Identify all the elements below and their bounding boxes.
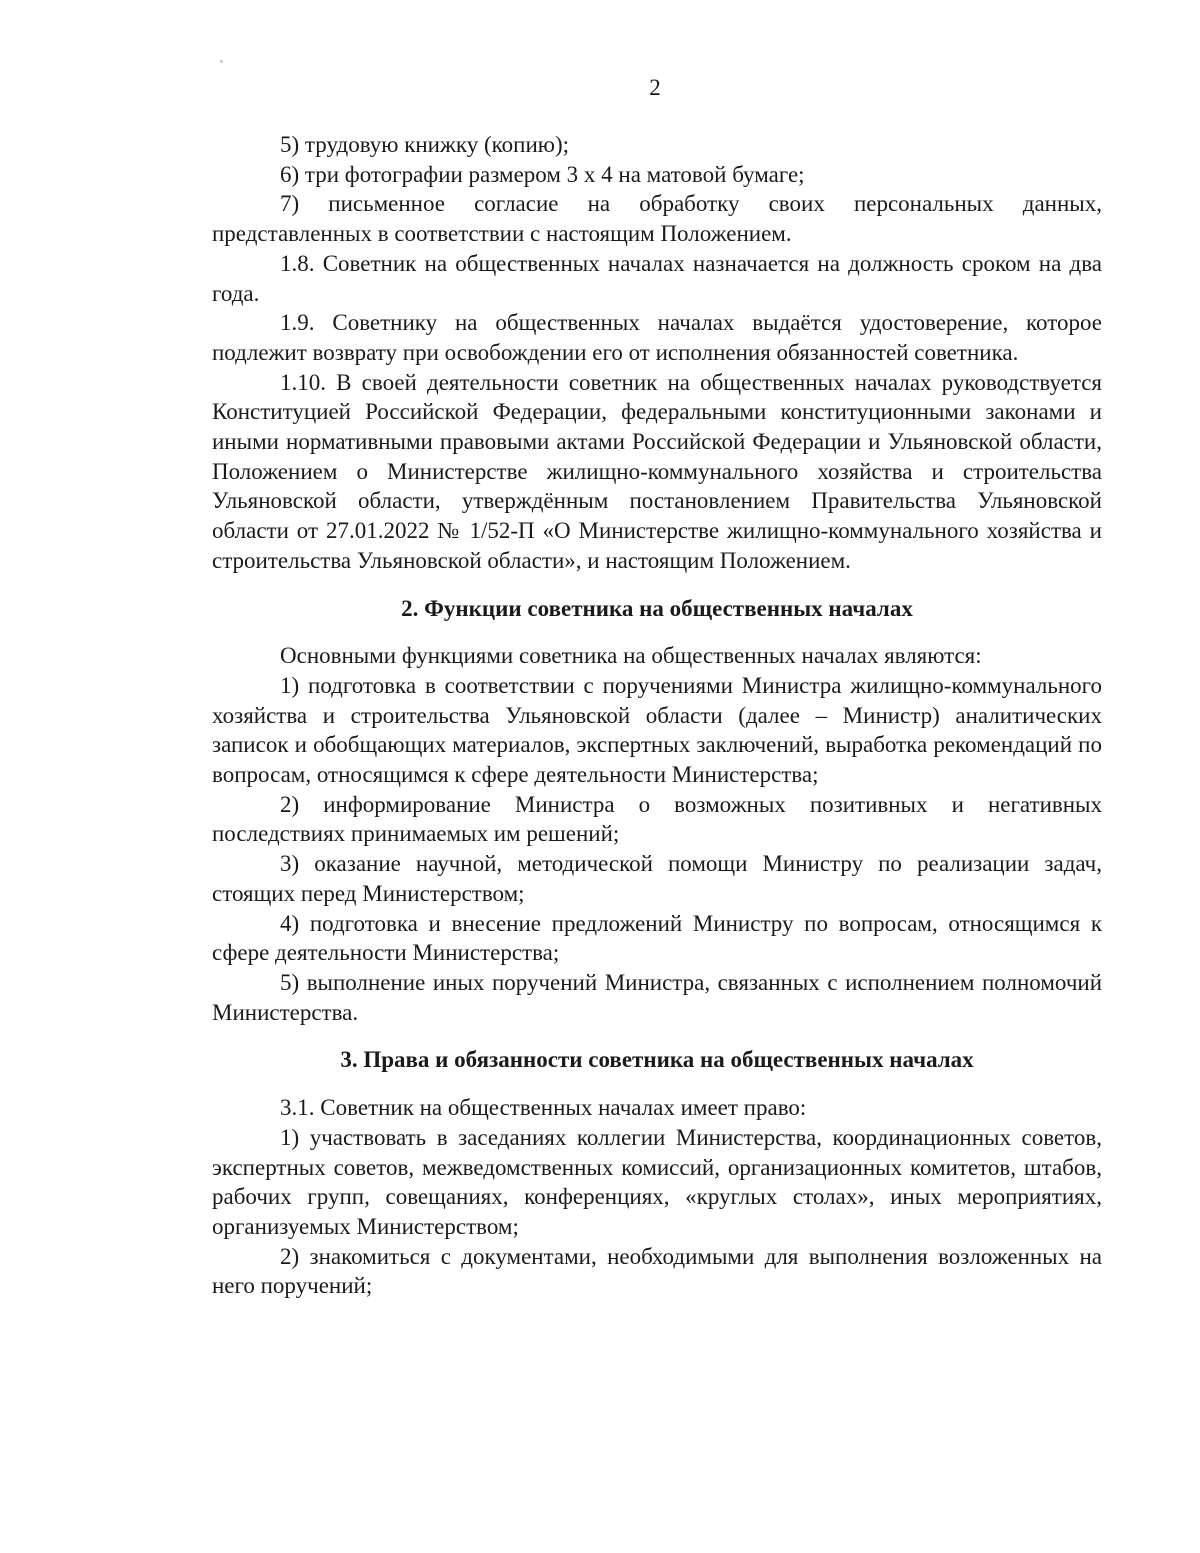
paragraph: 4) подготовка и внесение предложений Министру по вопросам, относящимся к сфере деятельности Министерства;	[212, 910, 1102, 966]
page-number: 2	[649, 75, 661, 100]
paragraph: 7) письменное согласие на обработку своих персональных данных, представленных в соответствии с настоящим Положением.	[212, 191, 1102, 247]
paragraph: 2) знакомиться с документами, необходимыми для выполнения возложенных на него поручений;	[212, 1243, 1102, 1299]
paragraph: Основными функциями советника на общественных началах являются:	[280, 643, 982, 669]
paragraph: 1) подготовка в соответствии с поручениями Министра жилищно-коммунального хозяйства и строительства Ульяновской области (далее – Министр) аналитических записок и обобщающих материалов, экспертных заключений, выработка рекомендаций по вопросам, относящимся к сфере деятельности Министерства;	[212, 672, 1102, 788]
paragraph: 1.9. Советнику на общественных началах выдаётся удостоверение, которое подлежит возврату при освобождении его от исполнения обязанностей советника.	[212, 310, 1102, 365]
document-body	[212, 130, 1102, 1301]
paragraph: 2) информирование Министра о возможных позитивных и негативных последствиях принимаемых им решений;	[212, 791, 1102, 847]
paragraph: 5) выполнение иных поручений Министра, связанных с исполнением полномочий Министерства.	[212, 969, 1102, 1025]
section-3-title: 3. Права и обязанности советника на общественных началах	[340, 1047, 974, 1073]
paragraph: 1) участвовать в заседаниях коллегии Министерства, координационных советов, экспертных советов, межведомственных комиссий, организационных комитетов, штабов, рабочих групп, совещаниях, конференциях, «круглых столах», иных мероприятиях, организуемых Министерством;	[212, 1124, 1102, 1239]
paragraph: 1.8. Советник на общественных началах назначается на должность сроком на два года.	[212, 250, 1102, 306]
paragraph: 5) трудовую книжку (копию);	[280, 132, 569, 157]
paragraph: 3.1. Советник на общественных началах имеет право:	[280, 1095, 807, 1121]
paragraph: 6) три фотографии размером 3 х 4 на матовой бумаге;	[280, 161, 805, 187]
section-2-title: 2. Функции советника на общественных началах	[401, 595, 913, 621]
paragraph: 3) оказание научной, методической помощи Министру по реализации задач, стоящих перед Министерством;	[212, 851, 1102, 906]
scan-speck	[220, 60, 223, 63]
paragraph: 1.10. В своей деятельности советник на общественных началах руководствуется Конституцией Российской Федерации, федеральными конституционными законами и иными нормативными правовыми актами Российской Федерации и Ульяновской области, Положением о Министерстве жилищно-коммунального хозяйства и строительства Ульяновской области, утверждённым постановлением Правительства Ульяновской области от 27.01.2022 № 1/52-П «О Министерстве жилищно-коммунального хозяйства и строительства Ульяновской области», и настоящим Положением.	[212, 369, 1102, 573]
